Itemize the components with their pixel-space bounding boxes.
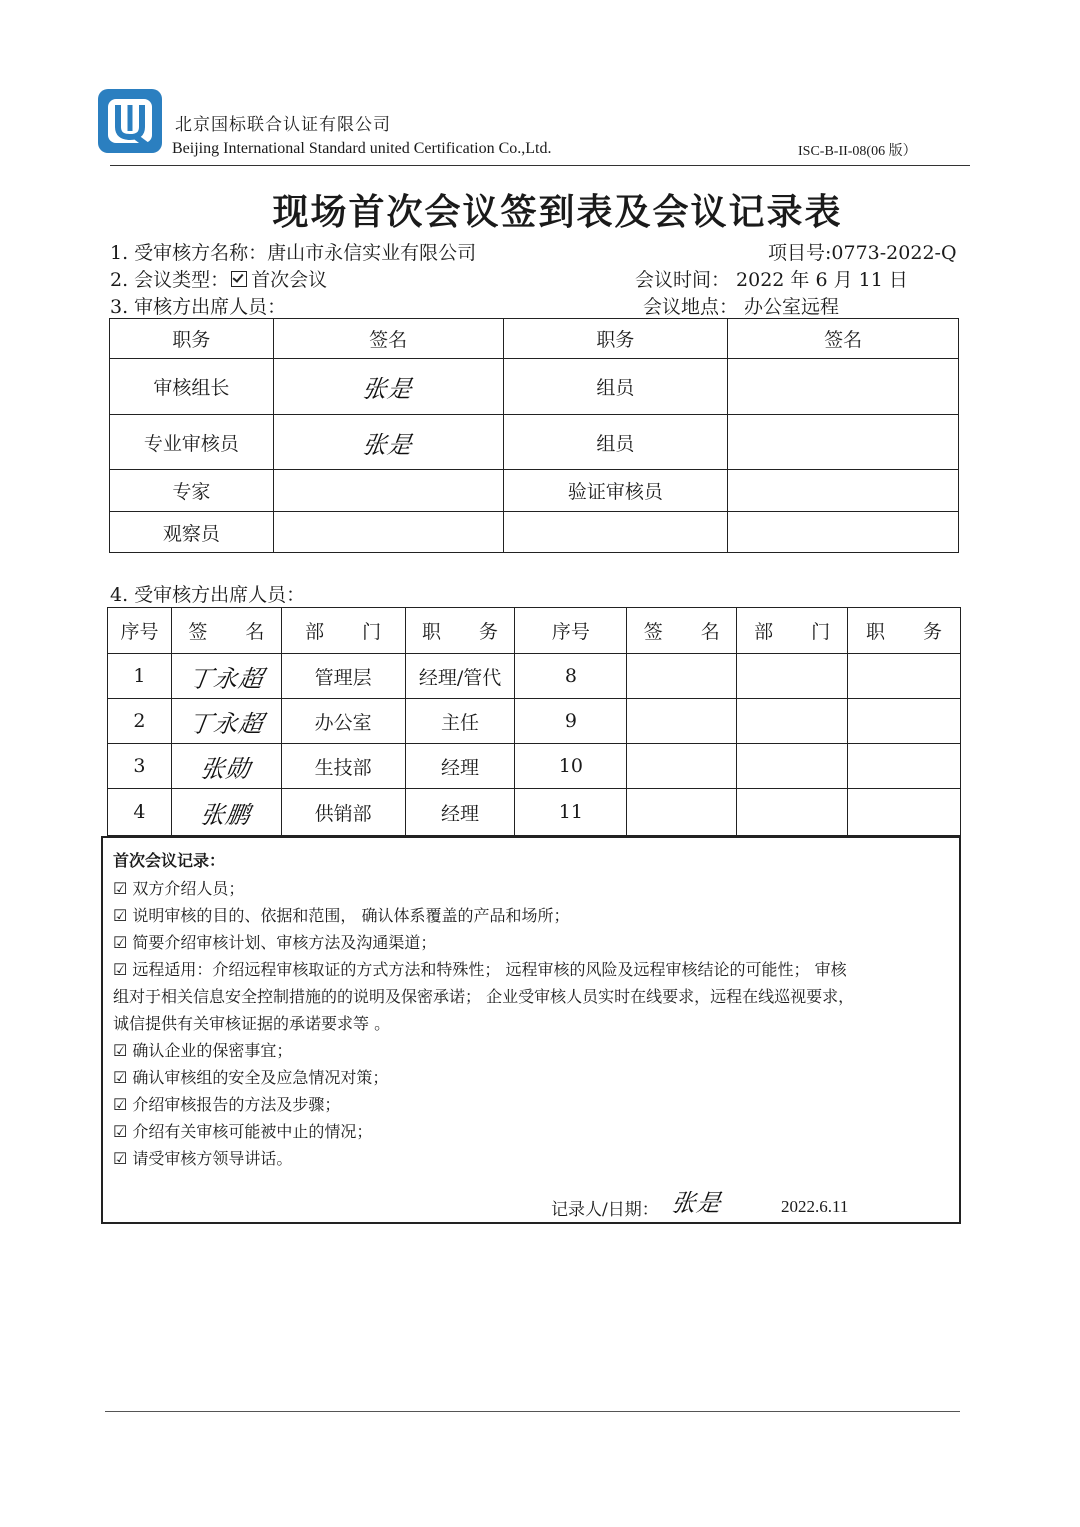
department-cell — [737, 654, 848, 699]
meeting-record-title: 首次会议记录： — [113, 851, 226, 870]
handwritten-signature: 张鹏 — [199, 800, 253, 829]
header-cell: 签名 — [273, 319, 503, 359]
handwritten-signature: 张是 — [669, 1189, 724, 1217]
table-header-row — [108, 608, 961, 654]
department-cell — [737, 699, 848, 744]
record-item: ☑ 简要介绍审核计划、审核方法及沟通渠道； — [113, 933, 437, 952]
header-divider — [110, 165, 970, 166]
department-cell — [737, 744, 848, 789]
record-item: ☑ 介绍有关审核可能被中止的情况； — [113, 1122, 373, 1141]
position-cell — [848, 699, 961, 744]
signature-cell — [728, 512, 959, 553]
signature-cell — [728, 470, 959, 512]
header-cell: 序号 — [108, 608, 172, 654]
record-item: ☑ 双方介绍人员； — [113, 879, 245, 898]
table-row — [110, 359, 959, 415]
table-row — [110, 512, 959, 553]
table-row — [110, 415, 959, 470]
position-cell: 主任 — [405, 699, 515, 744]
position-cell: 经理 — [405, 789, 515, 836]
position-cell: 经理 — [405, 744, 515, 789]
record-item: ☑ 确认审核组的安全及应急情况对策； — [113, 1068, 389, 1087]
signature-cell — [627, 744, 737, 789]
table-row — [108, 789, 961, 836]
signature-cell — [627, 654, 737, 699]
handwritten-signature: 张是 — [360, 430, 415, 459]
audit-attendees-label: 3. 审核方出席人员： — [110, 296, 287, 318]
record-item: 诚信提供有关审核证据的承诺要求等 。 — [113, 1014, 391, 1033]
seq-cell: 9 — [515, 699, 627, 744]
meeting-place: 会议地点： 办公室远程 — [643, 296, 840, 318]
project-number: 项目号:0773-2022-Q — [768, 242, 957, 264]
role-cell: 组员 — [503, 415, 728, 470]
audit-team-table — [109, 318, 959, 553]
recorder-label: 记录人/日期： — [551, 1200, 659, 1220]
header-cell: 序号 — [515, 608, 627, 654]
signature-cell — [627, 699, 737, 744]
header-cell: 部 门 — [737, 608, 848, 654]
header-cell: 职 务 — [405, 608, 515, 654]
header-cell: 职务 — [503, 319, 728, 359]
department-cell: 生技部 — [281, 744, 405, 789]
page-title: 现场首次会议签到表及会议记录表 — [272, 191, 843, 233]
auditee-name-line: 1. 受审核方名称：唐山市永信实业有限公司 — [110, 242, 477, 264]
table-row — [110, 470, 959, 512]
footer-divider — [105, 1411, 960, 1412]
record-item: ☑ 说明审核的目的、依据和范围， 确认体系覆盖的产品和场所； — [113, 906, 570, 925]
department-cell: 管理层 — [281, 654, 405, 699]
table-row — [108, 699, 961, 744]
position-cell — [848, 654, 961, 699]
company-logo — [96, 87, 164, 155]
auditee-attendees-table — [107, 607, 961, 836]
signature-cell — [273, 415, 503, 470]
header-cell: 部 门 — [281, 608, 405, 654]
signature-cell — [273, 512, 503, 553]
position-cell — [848, 789, 961, 836]
table-row — [108, 654, 961, 699]
role-cell: 验证审核员 — [503, 470, 728, 512]
role-cell — [503, 512, 728, 553]
record-item: ☑ 介绍审核报告的方法及步骤； — [113, 1095, 341, 1114]
role-cell: 审核组长 — [110, 359, 274, 415]
role-cell: 专家 — [110, 470, 274, 512]
signature-cell — [171, 654, 281, 699]
header-cell: 签 名 — [171, 608, 281, 654]
header-cell: 签 名 — [627, 608, 737, 654]
meeting-type-value: 首次会议 — [251, 269, 328, 291]
header-cell: 签名 — [728, 319, 959, 359]
company-name-en: Beijing International Standard united Certification Co.,Ltd. — [172, 140, 552, 157]
record-item: ☑ 请受审核方领导讲话。 — [113, 1149, 293, 1168]
seq-cell: 8 — [515, 654, 627, 699]
record-date: 2022.6.11 — [781, 1197, 849, 1216]
role-cell: 组员 — [503, 359, 728, 415]
signature-cell — [728, 415, 959, 470]
handwritten-signature: 张是 — [360, 375, 415, 403]
document-code: ISC-B-II-08(06 版） — [798, 144, 917, 159]
meeting-type-label: 2. 会议类型： — [110, 269, 230, 291]
signature-cell — [171, 744, 281, 789]
handwritten-signature: 丁永超 — [186, 709, 266, 738]
handwritten-signature: 张勋 — [199, 754, 253, 783]
meeting-time: 会议时间： 2022 年 6 月 11 日 — [635, 269, 908, 291]
record-item: 组对于相关信息安全控制措施的的说明及保密承诺； 企业受审核人员实时在线要求，远程在线巡视要求， — [113, 987, 855, 1006]
signature-cell — [728, 359, 959, 415]
company-name-cn: 北京国标联合认证有限公司 — [175, 115, 391, 135]
record-item: ☑ 确认企业的保密事宜； — [113, 1041, 293, 1060]
seq-cell: 2 — [108, 699, 172, 744]
position-cell — [848, 744, 961, 789]
meeting-type-line — [110, 265, 327, 292]
role-cell: 观察员 — [110, 512, 274, 553]
signature-cell — [273, 359, 503, 415]
header-cell: 职 务 — [848, 608, 961, 654]
table-row — [108, 744, 961, 789]
seq-cell: 1 — [108, 654, 172, 699]
department-cell: 办公室 — [281, 699, 405, 744]
recorder-signature — [669, 1183, 724, 1218]
header-cell: 职务 — [110, 319, 274, 359]
record-item: ☑ 远程适用：介绍远程审核取证的方式方法和特殊性； 远程审核的风险及远程审核结论的可能性； 审核 — [113, 960, 847, 979]
seq-cell: 3 — [108, 744, 172, 789]
checkbox-checked-icon — [231, 271, 247, 287]
position-cell: 经理/管代 — [405, 654, 515, 699]
table-header-row — [110, 319, 959, 359]
seq-cell: 11 — [515, 789, 627, 836]
signature-cell — [627, 789, 737, 836]
auditee-attendees-label: 4. 受审核方出席人员： — [110, 584, 306, 606]
department-cell: 供销部 — [281, 789, 405, 836]
seq-cell: 10 — [515, 744, 627, 789]
signature-cell — [171, 699, 281, 744]
seq-cell: 4 — [108, 789, 172, 836]
role-cell: 专业审核员 — [110, 415, 274, 470]
department-cell — [737, 789, 848, 836]
handwritten-signature: 丁永超 — [186, 664, 266, 693]
signature-cell — [171, 789, 281, 836]
signature-cell — [273, 470, 503, 512]
